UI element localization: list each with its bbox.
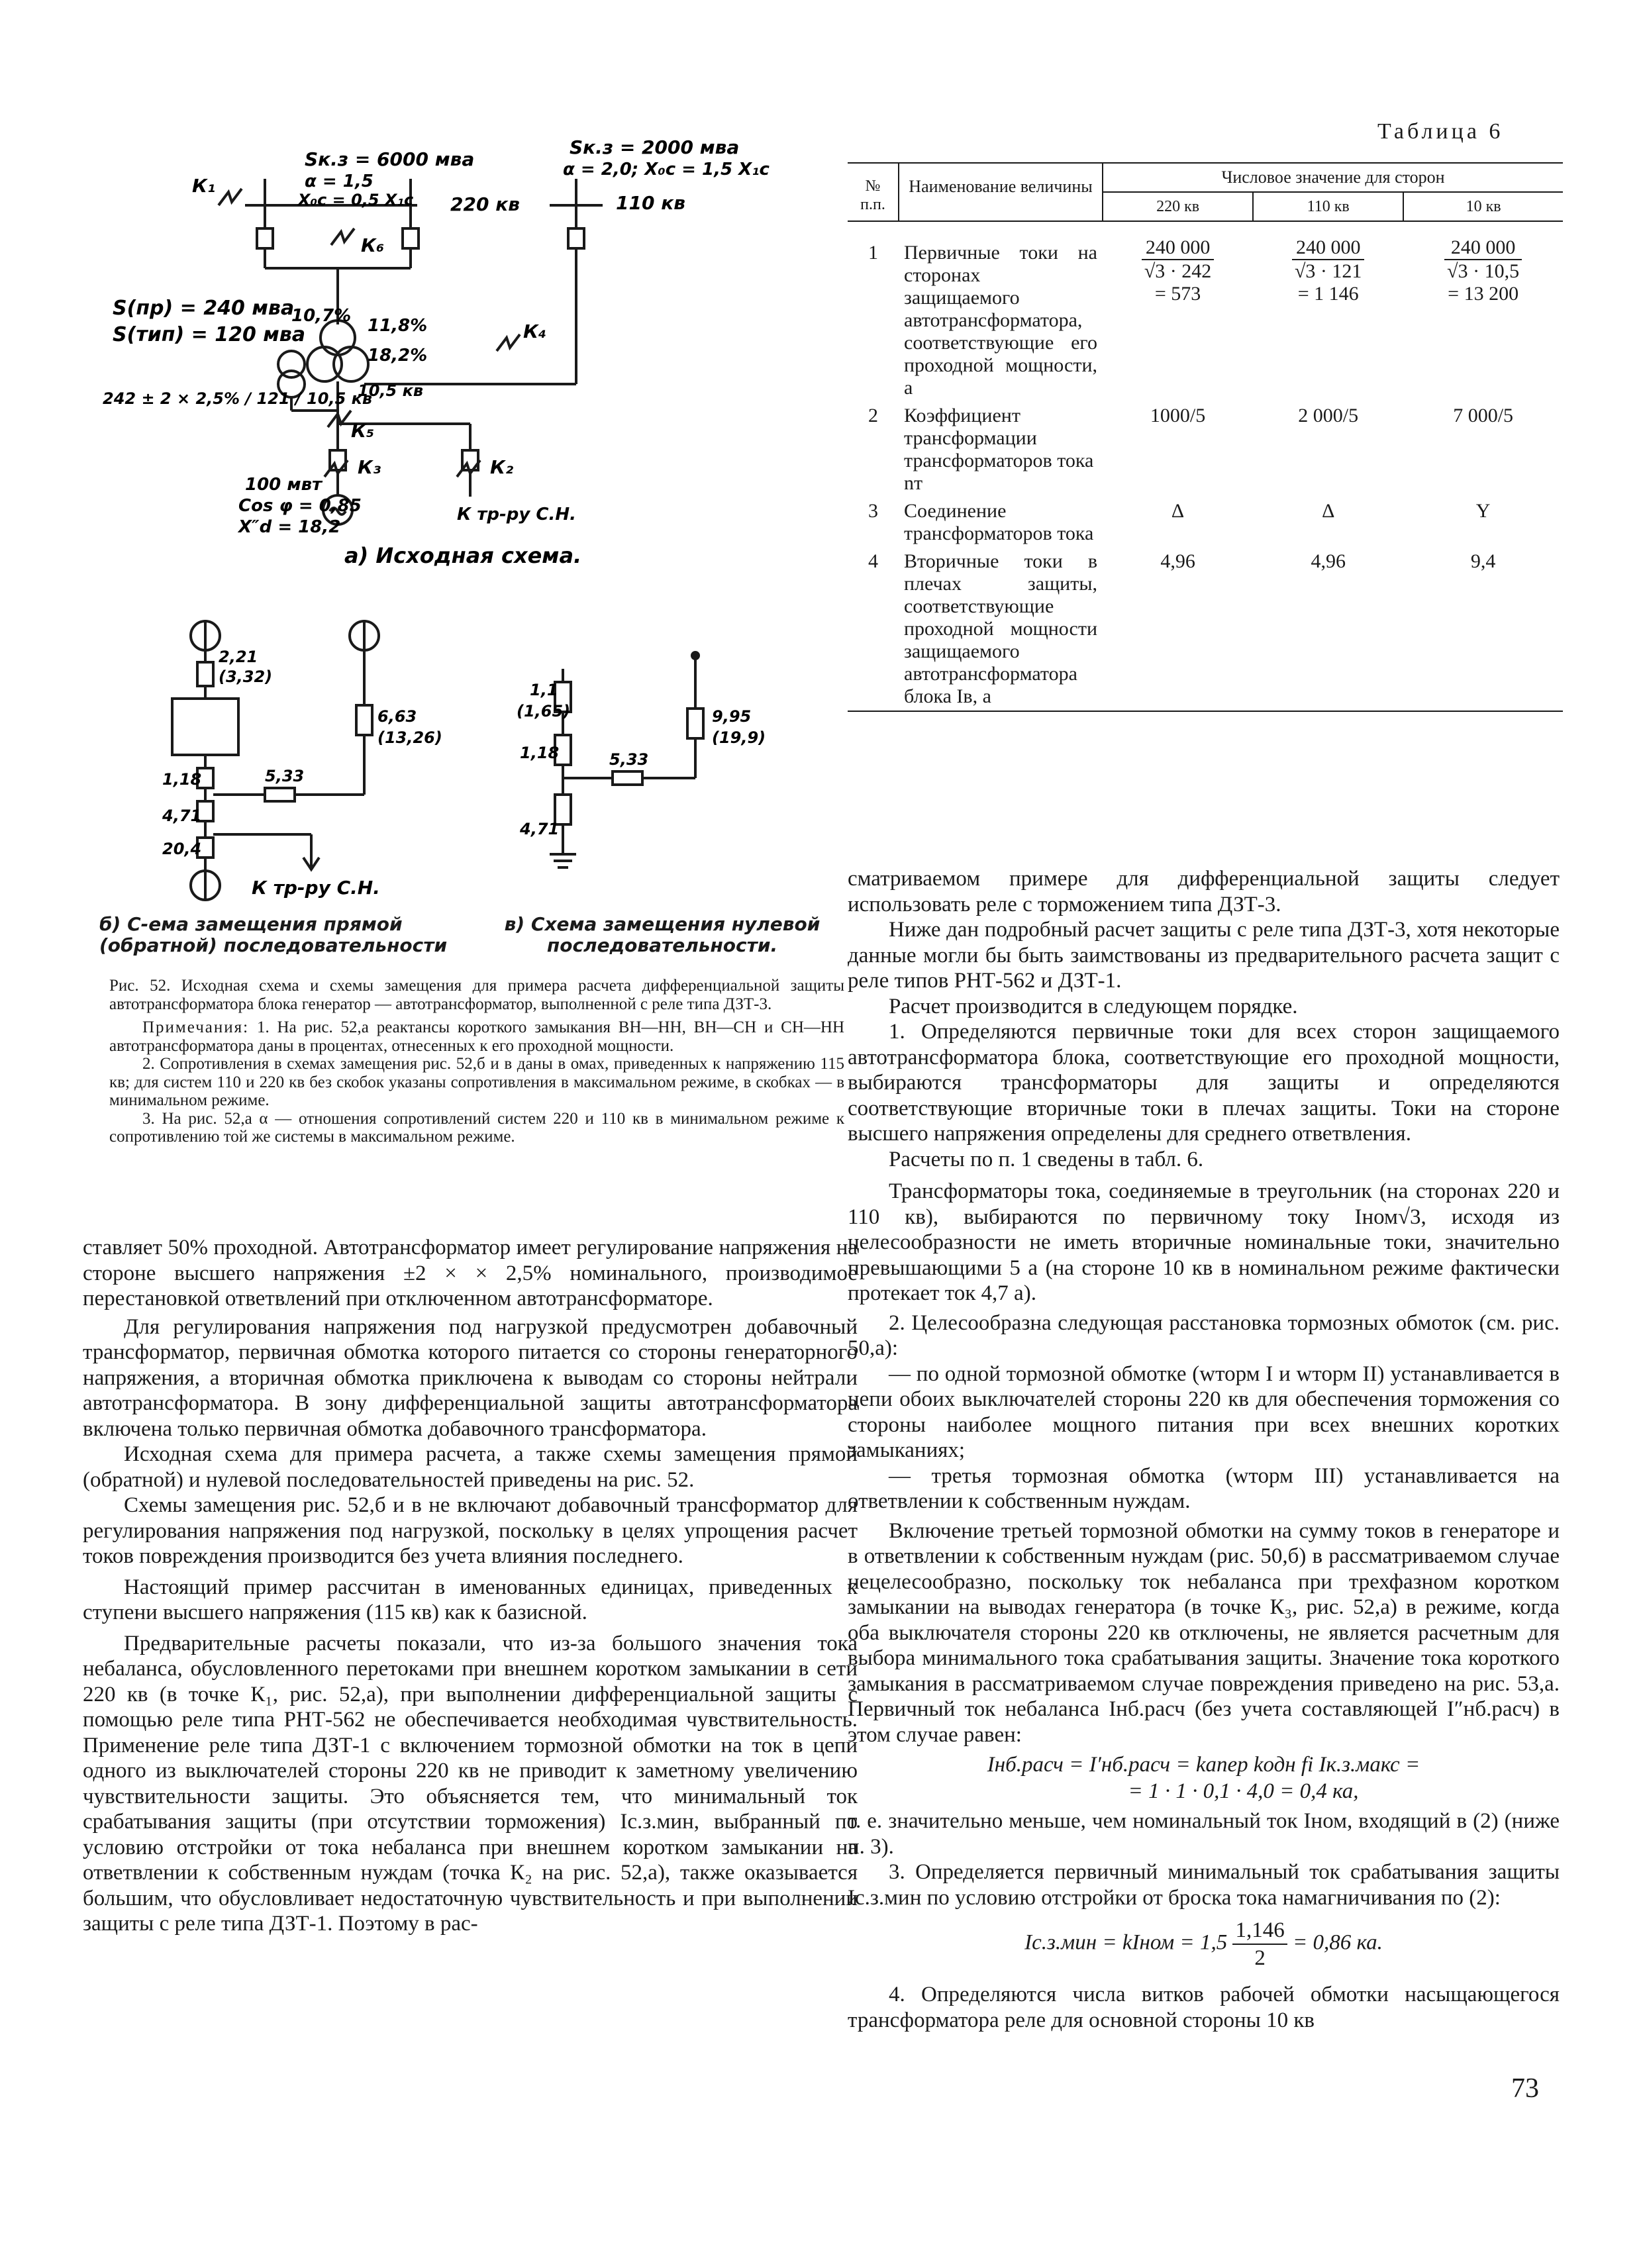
left-para-4: Схемы замещения рис. 52,б и в не включают добавочный трансформатор для регулирования напряжения под нагрузкой, поскольку в целях упрощения расчет токов повреждения производится без учета влияния последнего. — [83, 1493, 858, 1568]
label-tr-sn-a: К тр-ру С.Н. — [457, 505, 576, 524]
label-tr-sn-b: К тр-ру С.Н. — [252, 877, 380, 899]
table-row — [848, 402, 1563, 497]
row1-v220-den: √3 · 242 — [1144, 260, 1212, 282]
label-v-165: (1,65) — [517, 702, 571, 720]
label-k4: К₄ — [523, 320, 547, 342]
formula-2-num: 1,146 — [1232, 1917, 1287, 1945]
label-alpha-220: α = 1,5 — [305, 172, 373, 191]
label-b-332: (3,32) — [219, 667, 273, 686]
label-gen-power: 100 мвт — [245, 475, 323, 495]
label-gen-cos: Cos φ = 0,85 — [238, 496, 362, 516]
row1-v110-num: 240 000 — [1292, 236, 1364, 260]
row4-name: Вторичные токи в плечах защиты, соответствующие проходной мощности защищаемого автотрансформатора блока Iв, а — [904, 550, 1097, 707]
row3-name: Соединение трансформаторов тока — [904, 500, 1094, 544]
caption-note3: 3. На рис. 52,а α — отношения сопротивлений систем 220 и 110 кв в минимальном режиме к сопротивлению той же системы в максимальном режиме. — [109, 1109, 844, 1146]
right-para-4: 1. Определяются первичные токи для всех сторон защищаемого автотрансформатора блока, соответствующие его проходной мощности, выбираются трансформаторы для защиты и определяются соответствующие вторичные токи в плечах защиты. Токи на стороне высшего напряжения определены для среднего ответвления. — [848, 1020, 1560, 1146]
right-para-8: — по одной тормозной обмотке (wторм I и wторм II) устанавливается в цепи обоих выключателей стороны 220 кв для обеспечения торможения со стороны наиболее мощного питания при всех внешних коротких замыканиях; — [848, 1361, 1560, 1462]
row2-no: 2 — [868, 405, 878, 426]
left-para-2: Для регулирования напряжения под нагрузкой предусмотрен добавочный трансформатор, первичная обмотка которого питается со стороны генераторного напряжения, а вторичная обмотка приключена к выводам со стороны нейтрали автотрансформатора. В зону дифференциальной защиты автотрансформатора включена только первичная обмотка добавочного трансформатора. — [83, 1314, 858, 1441]
left-para-5: Настоящий пример рассчитан в именованных единицах, приведенных к ступени высшего напряжения (115 кв) как к базисной. — [83, 1575, 858, 1624]
label-x0-220: X₀с = 0,5 X₁с — [298, 191, 414, 209]
row1-v110-res: = 1 146 — [1297, 283, 1359, 305]
formula-1b: = 1 · 1 · 0,1 · 4,0 = 0,4 ка, — [1128, 1779, 1359, 1803]
label-105kv: 10,5 кв — [358, 381, 424, 400]
label-220kv: 220 кв — [450, 193, 520, 215]
label-k2: К₂ — [490, 456, 514, 478]
table-row — [848, 221, 1563, 402]
left-para-3: Исходная схема для примера расчета, а также схемы замещения прямой (обратной) и нулевой последовательностей приведены на рис. 52. — [83, 1442, 858, 1492]
page-number: 73 — [1511, 2073, 1539, 2104]
label-fig-v: в) Схема замещения нулевой последовательности. — [504, 913, 821, 956]
right-para-3: Расчет производится в следующем порядке. — [889, 994, 1298, 1018]
right-para-6: Трансформаторы тока, соединяемые в треугольник (на сторонах 220 и 110 кв), выбираются по первичному току Iном√3, исходя из целесообразности не иметь вторичные номинальные токи, значительно превышающими 5 а (на стороне 10 кв в номинальном режиме фактически протекает ток 4,7 а). — [848, 1179, 1560, 1305]
row1-v10-den: √3 · 10,5 — [1447, 260, 1520, 282]
label-107: 10,7% — [291, 306, 352, 326]
row1-v10-num: 240 000 — [1444, 236, 1522, 260]
row4-no: 4 — [868, 550, 878, 572]
th-group: Числовое значение для сторон — [1103, 163, 1563, 192]
row3-v220: Δ — [1171, 500, 1185, 522]
label-reg: 242 ± 2 × 2,5% / 121 / 10,5 кв — [103, 389, 373, 408]
label-sk-110: Sк.з = 2000 мва — [570, 139, 740, 158]
row1-v10 — [1403, 221, 1563, 402]
label-182: 18,2% — [368, 346, 428, 366]
label-b-118: 1,18 — [162, 770, 202, 789]
row3-v110: Δ — [1322, 500, 1335, 522]
formula-2-left: Iс.з.мин = kIном = 1,5 — [1024, 1930, 1228, 1955]
caption-note1-row — [109, 1018, 844, 1055]
row3-no: 3 — [868, 500, 878, 522]
label-fig-b: б) С-ема замещения прямой (обратной) последовательности — [99, 913, 448, 956]
right-para-2: Ниже дан подробный расчет защиты с реле типа ДЗТ-3, хотя некоторые данные могли бы быть заимствованы из предварительного расчета защит с реле типов РНТ-562 и ДЗТ-1. — [848, 918, 1560, 993]
label-v-11: 1,1 — [530, 681, 558, 699]
right-para-13: 4. Определяются числа витков рабочей обмотки насыщающегося трансформатора реле для основной стороны 10 кв — [848, 1983, 1560, 2032]
row1-v110 — [1253, 221, 1403, 402]
row2-v110: 2 000/5 — [1298, 405, 1359, 426]
label-sk-220: Sк.з = 6000 мва — [305, 148, 475, 170]
th-10: 10 кв — [1466, 198, 1501, 215]
row1-v220-res: = 573 — [1154, 283, 1201, 305]
right-column — [848, 866, 1560, 2033]
row1-v220 — [1103, 221, 1253, 402]
caption-note2: 2. Сопротивления в схемах замещения рис. 52,б и в даны в омах, приведенных к напряжению 115 кв; для систем 110 и 220 кв без скобок указаны сопротивления в максимальном режиме, в скобках — в минимальном режиме. — [109, 1055, 844, 1109]
row1-name: Первичные токи на сторонах защищаемого автотрансформатора, соответствующие его проходной мощности, а — [904, 242, 1097, 399]
formula-2-den: 2 — [1254, 1946, 1266, 1970]
table-row — [848, 497, 1563, 548]
label-b-471: 4,71 — [162, 807, 202, 825]
th-name: Наименование величины — [899, 163, 1103, 221]
right-para-12: 3. Определяется первичный минимальный ток срабатывания защиты Iс.з.мин по условию отстройки от броска тока намагничивания по (2): — [848, 1860, 1560, 1910]
label-b-1326: (13,26) — [377, 728, 442, 747]
th-220: 220 кв — [1103, 192, 1253, 221]
right-para-10: Включение третьей тормозной обмотки на сумму токов в генераторе и в ответвлении к собственным нуждам (рис. 50,б) в рассматриваемом случае нецелесообразно, поскольку ток небаланса при трехфазном коротком замыкании на выводах генератора (в точке К₃, рис. 52,а) в режиме, когда оба выключателя стороны 220 кв отключены, не является расчетным для выбора минимального тока срабатывания защиты. Значение тока короткого замыкания в рассматриваемом случае повреждения приведено на рис. 53,а. Первичный ток небаланса Iнб.расч (без учета составляющей I″нб.расч) в этом случае равен: — [848, 1518, 1560, 1747]
th-no: № п.п. — [848, 163, 899, 221]
label-b-221: 2,21 — [219, 648, 258, 666]
label-v-118: 1,18 — [520, 744, 560, 762]
left-para-1: ставляет 50% проходной. Автотрансформатор имеет регулирование напряжения на стороне высшего напряжения ±2 × × 2,5% номинального, производимое перестановкой ответвлений при отключенном автотрансформаторе. — [83, 1236, 858, 1310]
row4-v10: 9,4 — [1470, 550, 1496, 572]
label-b-204: 20,4 — [162, 840, 202, 858]
table-row — [848, 548, 1563, 711]
formula-1a: Iнб.расч = I′нб.расч = kапер kодн fi Iк.з.макс = — [987, 1753, 1420, 1777]
row3-v10: Y — [1475, 500, 1491, 522]
right-para-7: 2. Целесообразна следующая расстановка тормозных обмоток (см. рис. 50,а): — [848, 1310, 1560, 1360]
label-110kv: 110 кв — [616, 192, 685, 214]
row1-v10-res: = 13 200 — [1448, 283, 1519, 305]
caption-note1: 1. На рис. 52,а реактансы короткого замыкания ВН—НН, ВН—СН и СН—НН автотрансформатора даны в процентах, отнесенных к его проходной мощности. — [109, 1018, 844, 1055]
right-para-11: т. е. значительно меньше, чем номинальный ток Iном, входящий в (2) (ниже п. 3). — [848, 1809, 1560, 1859]
label-118: 11,8% — [368, 316, 428, 336]
label-v-471: 4,71 — [520, 820, 560, 838]
th-110: 110 кв — [1253, 192, 1403, 221]
label-alpha-110: α = 2,0; X₀с = 1,5 X₁с — [563, 160, 770, 179]
label-k6: К₆ — [361, 234, 385, 256]
caption-main: Рис. 52. Исходная схема и схемы замещения для примера расчета дифференциальной защиты автотрансформатора блока генератор — автотрансформатор, выполненной с реле типа ДЗТ-3. — [109, 977, 844, 1013]
table-title: Таблица 6 — [1377, 119, 1504, 144]
left-column — [83, 1235, 858, 1937]
left-para-6: Предварительные расчеты показали, что из-за большого значения тока небаланса, обусловленного перетоками при внешнем коротком замыкании в сети 220 кв (в точке К₁, рис. 52,а), при выполнении дифференциальной защиты с помощью реле типа РНТ-562 не обеспечивается необходимая чувствительность. Применение реле типа ДЗТ-1 с включением тормозной обмотки на ток в цепи одного из выключателей стороны 220 кв не приводит к заметному увеличению чувствительности защиты. Это объясняется тем, что минимальный ток срабатывания защиты (при отсутствии торможения) Iс.з.мин, выбранный по условию отстройки от тока небаланса при внешнем коротком замыкании на ответвлении к собственным нуждам (точка К₂ на рис. 52,а), также оказывается большим, что обусловливает недостаточную чувствительность и при выполнении защиты с реле типа ДЗТ-1. Поэтому в рас- — [83, 1631, 858, 1936]
row2-v10: 7 000/5 — [1453, 405, 1514, 426]
label-s-pr: S(пр) = 240 мва — [113, 297, 295, 320]
label-gen-xd: X″d = 18,2 — [238, 517, 341, 537]
formula-2 — [848, 1917, 1560, 1971]
figure-52 — [99, 139, 868, 963]
formula-2-right: = 0,86 ка. — [1292, 1930, 1383, 1955]
row1-v220-num: 240 000 — [1142, 236, 1214, 260]
row1-no: 1 — [868, 242, 878, 264]
figure-caption — [109, 977, 844, 1146]
table-6 — [848, 162, 1563, 712]
right-para-9: — третья тормозная обмотка (wторм III) устанавливается на ответвлении к собственным нуждам. — [848, 1463, 1560, 1513]
label-k1: К₁ — [192, 175, 216, 197]
label-fig-a: а) Исходная схема. — [344, 543, 582, 568]
label-k3: К₃ — [358, 456, 381, 478]
label-k5: К₅ — [351, 420, 375, 442]
label-v-995: 9,95 — [712, 707, 752, 726]
label-s-tip: S(тип) = 120 мва — [113, 323, 306, 346]
right-para-5: Расчеты по п. 1 сведены в табл. 6. — [889, 1147, 1204, 1171]
row2-v220: 1000/5 — [1150, 405, 1206, 426]
right-para-1: сматриваемом примере для дифференциальной защиты следует использовать реле с торможением типа ДЗТ-3. — [848, 867, 1560, 916]
row2-name: Коэффициент трансформации трансформаторов тока nт — [904, 405, 1094, 494]
row4-v110: 4,96 — [1311, 550, 1346, 572]
row1-v110-den: √3 · 121 — [1294, 260, 1362, 282]
label-b-533: 5,33 — [265, 767, 305, 785]
caption-note-head: Примечания: — [142, 1018, 250, 1036]
label-v-199: (19,9) — [712, 728, 766, 747]
label-b-663: 6,63 — [377, 707, 417, 726]
label-v-533: 5,33 — [609, 750, 649, 769]
row4-v220: 4,96 — [1160, 550, 1195, 572]
